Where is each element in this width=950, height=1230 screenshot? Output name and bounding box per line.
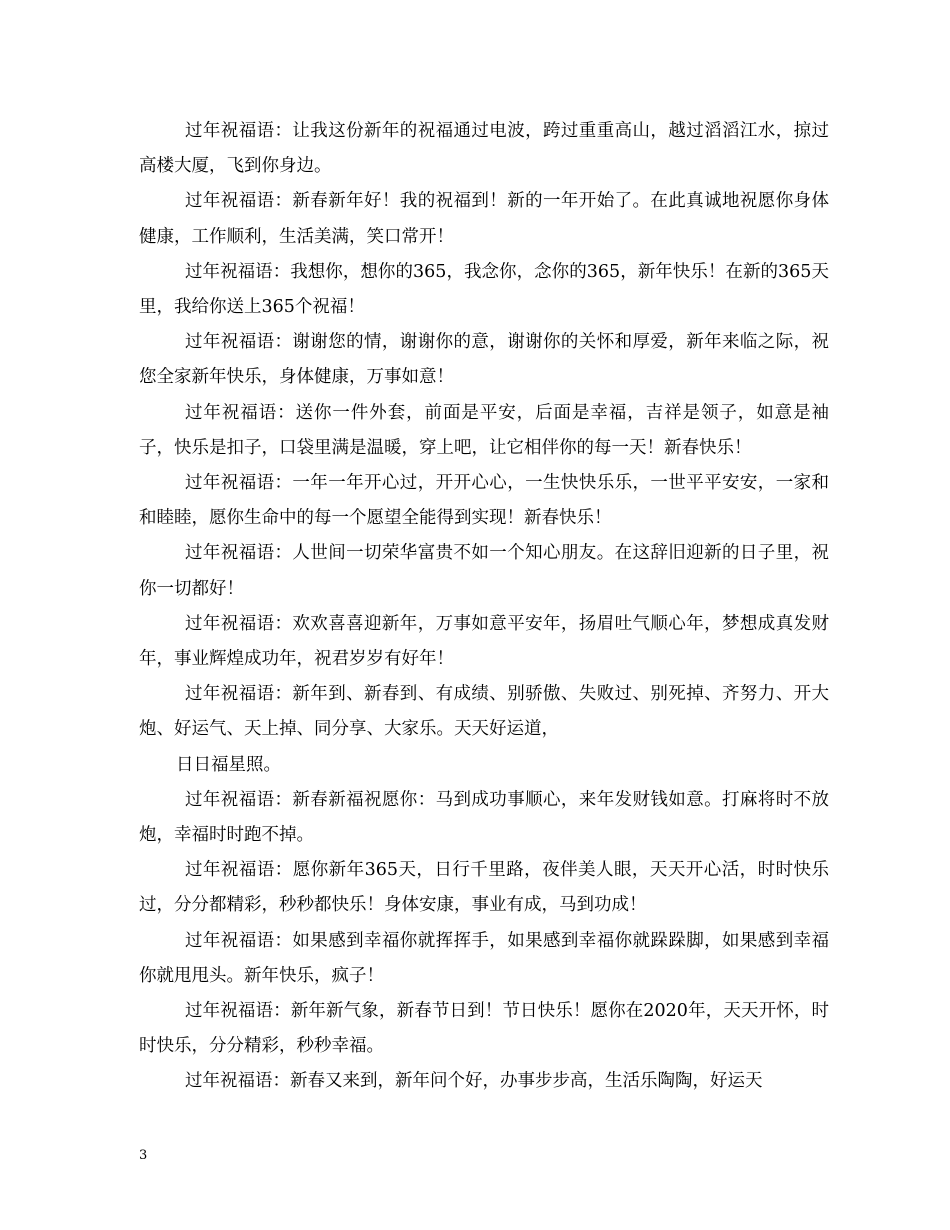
paragraph: 过年祝福语：一年一年开心过，开开心心，一生快快乐乐，一世平平安安，一家和和睦睦，愿你生命中的每一个愿望全能得到实现！新春快乐！ bbox=[139, 473, 829, 529]
paragraph: 过年祝福语：新年到、新春到、有成绩、别骄傲、失败过、别死掉、齐努力、开大炮、好运气、天上掉、同分享、大家乐。天天好运道， bbox=[139, 684, 829, 740]
paragraph: 过年祝福语：新春新年好！我的祝福到！新的一年开始了。在此真诚地祝愿你身体健康，工作顺利，生活美满，笑口常开！ bbox=[139, 191, 829, 247]
paragraph: 过年祝福语：谢谢您的情，谢谢你的意，谢谢你的关怀和厚爱，新年来临之际，祝您全家新年快乐，身体健康，万事如意！ bbox=[139, 332, 829, 388]
paragraph: 过年祝福语：新年新气象，新春节日到！节日快乐！愿你在2020年，天天开怀，时时快乐，分分精彩，秒秒幸福。 bbox=[139, 1001, 829, 1057]
paragraph: 过年祝福语：新春新福祝愿你：马到成功事顺心，来年发财钱如意。打麻将时不放炮，幸福时时跑不掉。 bbox=[139, 789, 829, 846]
paragraph: 过年祝福语：我想你，想你的365，我念你，念你的365，新年快乐！在新的365天里，我给你送上365个祝福！ bbox=[139, 261, 829, 318]
paragraph-fragment: 日日福星照。 bbox=[176, 754, 281, 775]
page-number: 3 bbox=[139, 1148, 148, 1163]
paragraph: 过年祝福语：送你一件外套，前面是平安，后面是幸福，吉祥是领子，如意是袖子，快乐是扣子，口袋里满是温暖，穿上吧，让它相伴你的每一天！新春快乐！ bbox=[139, 402, 829, 458]
paragraph: 过年祝福语：人世间一切荣华富贵不如一个知心朋友。在这辞旧迎新的日子里，祝你一切都好！ bbox=[139, 543, 829, 599]
paragraph: 过年祝福语：新春又来到，新年问个好，办事步步高，生活乐陶陶，好运天 bbox=[185, 1071, 763, 1092]
paragraph: 过年祝福语：愿你新年365天，日行千里路，夜伴美人眼，天天开心活，时时快乐过，分分都精彩，秒秒都快乐！身体安康，事业有成，马到功成！ bbox=[139, 860, 829, 916]
paragraph: 过年祝福语：让我这份新年的祝福通过电波，跨过重重高山，越过滔滔江水，掠过高楼大厦，飞到你身边。 bbox=[139, 121, 829, 177]
paragraph: 过年祝福语：欢欢喜喜迎新年，万事如意平安年，扬眉吐气顺心年，梦想成真发财年，事业辉煌成功年，祝君岁岁有好年！ bbox=[139, 613, 829, 670]
paragraph: 过年祝福语：如果感到幸福你就挥挥手，如果感到幸福你就跺跺脚，如果感到幸福你就甩甩头。新年快乐，疯子！ bbox=[139, 930, 829, 986]
document-body bbox=[139, 114, 829, 1100]
